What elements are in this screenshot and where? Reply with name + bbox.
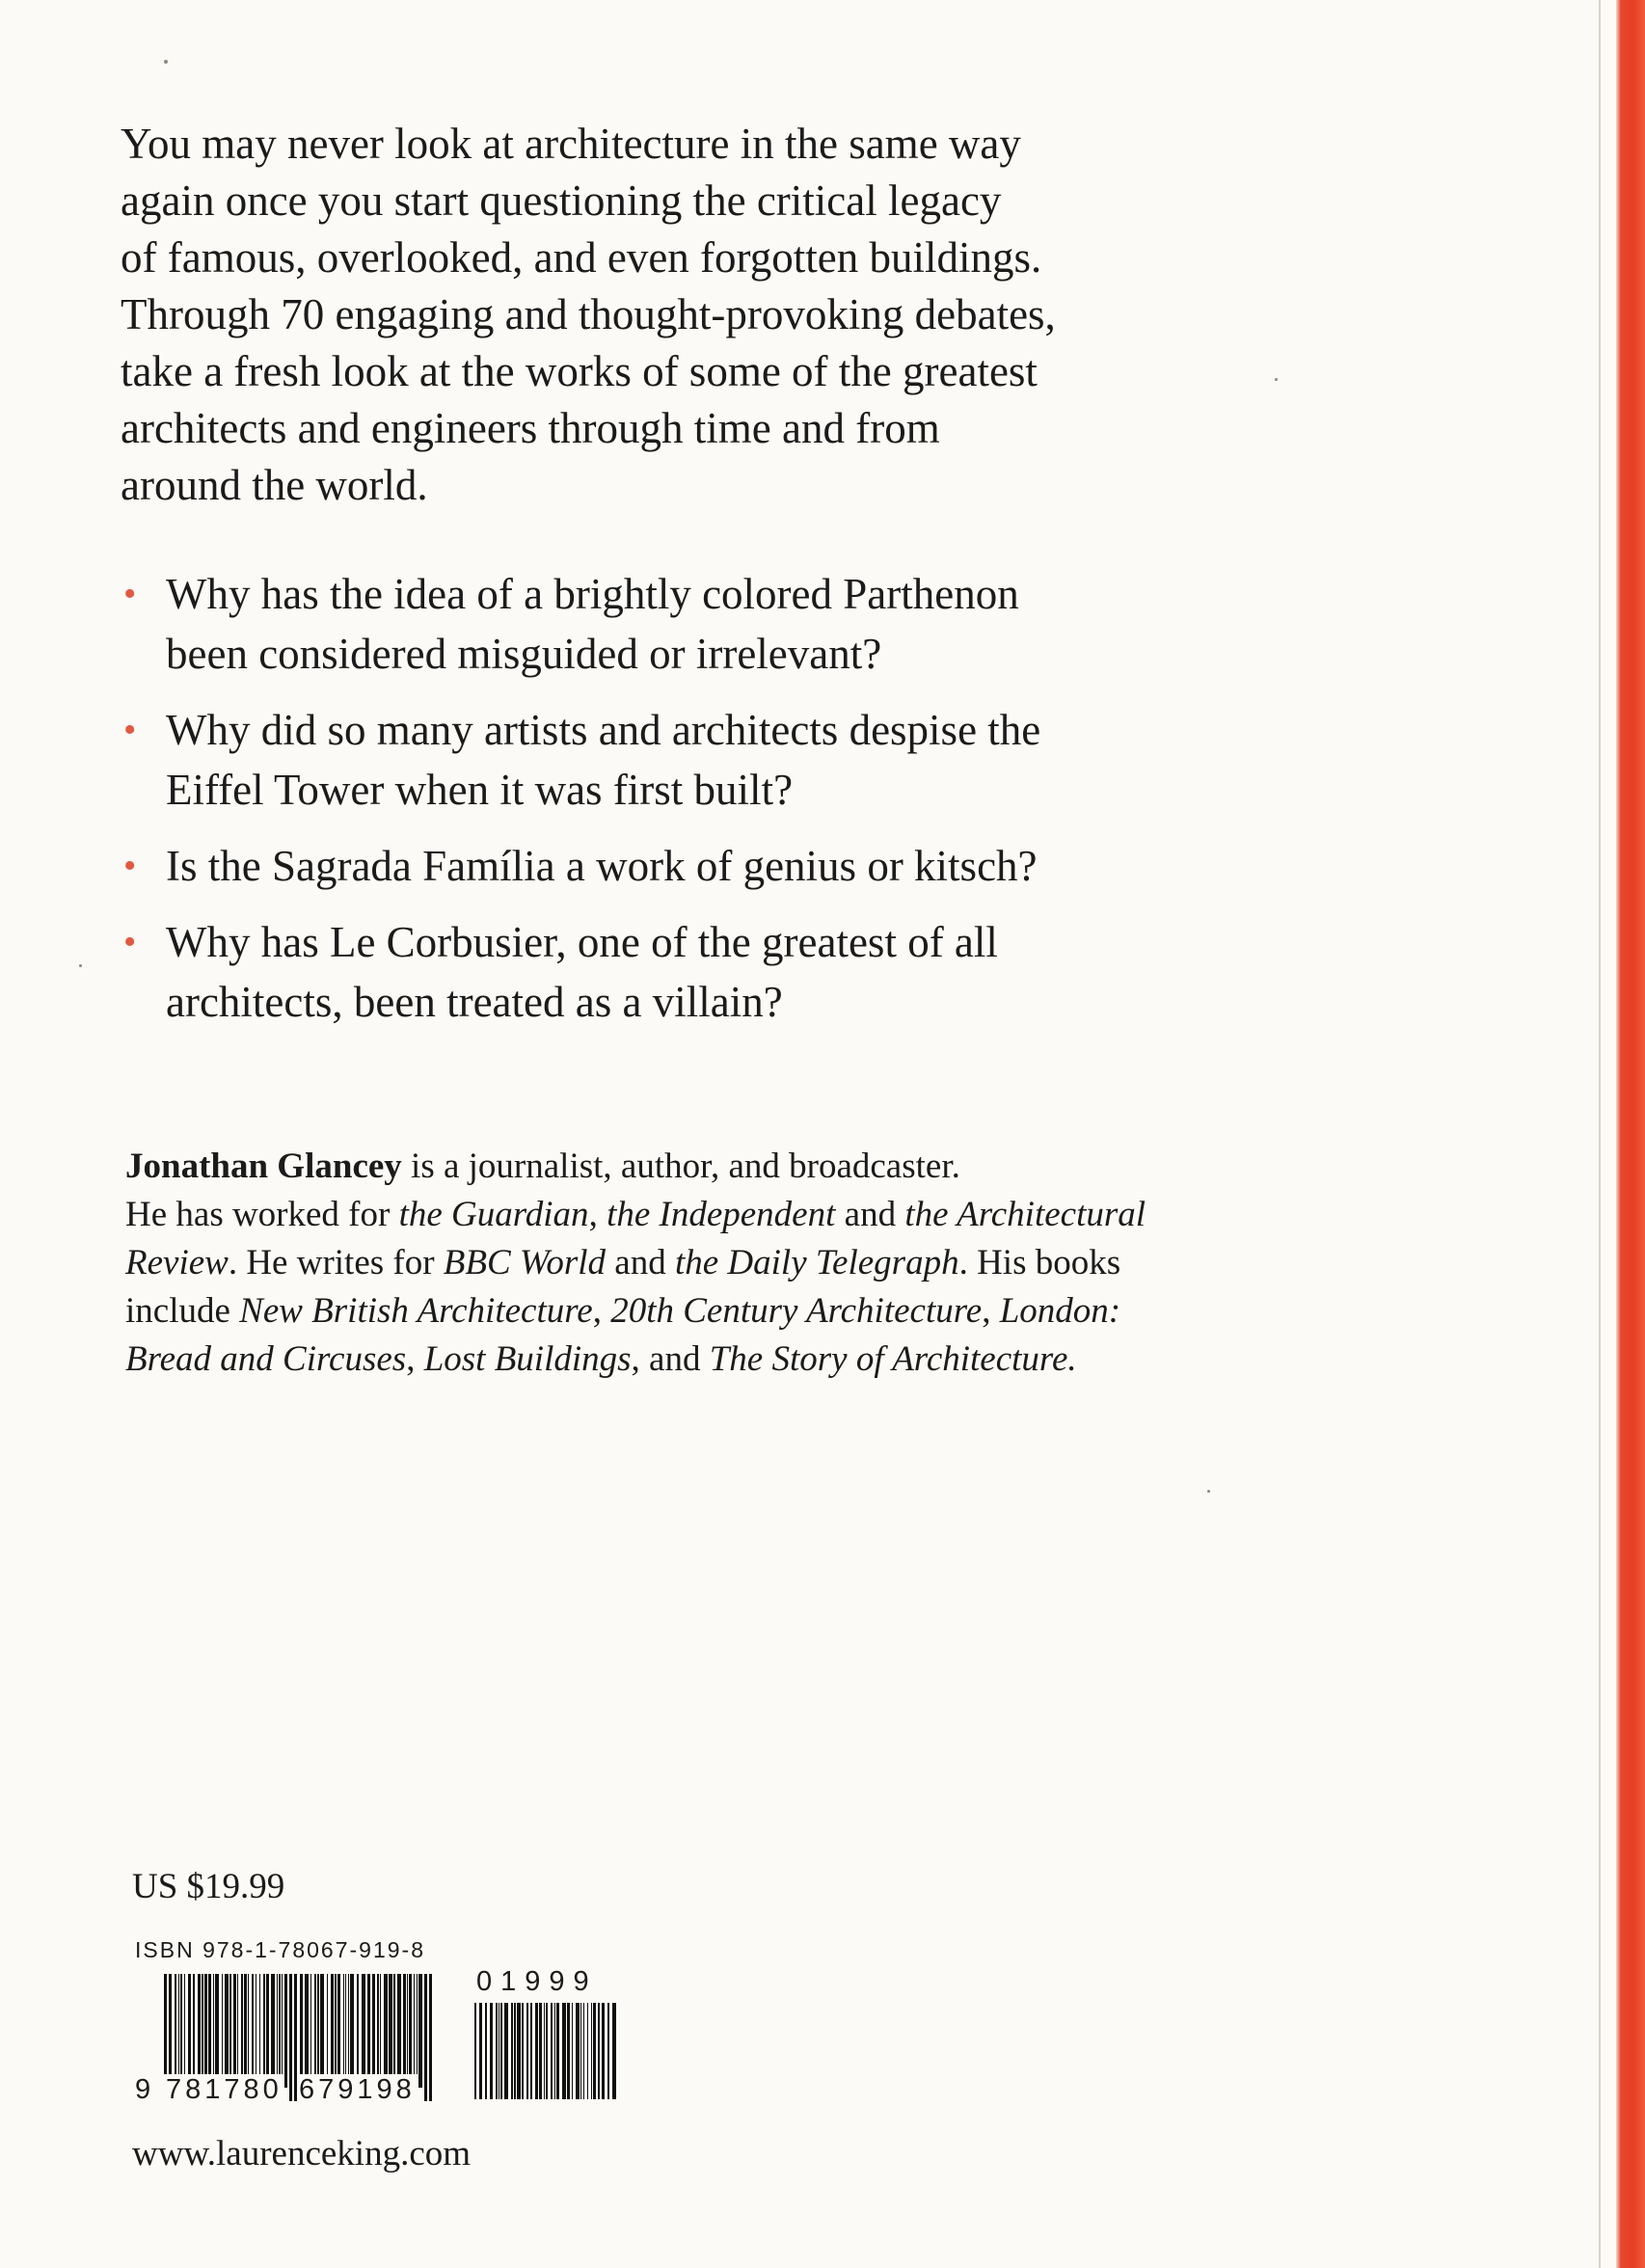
blurb-line: again once you start questioning the critical legacy [121,176,1002,225]
barcode-bar [576,2003,580,2099]
publication-title: BBC World [443,1243,607,1282]
barcode-bar [397,1974,401,2088]
barcode-bar [241,1974,243,2088]
barcode-bar [403,1974,406,2088]
barcode-bar [259,1974,260,2088]
barcode-bar [314,1974,316,2088]
cover-blurb [121,116,1191,514]
bio-text: , [982,1291,1000,1331]
barcode-bar [530,2003,532,2099]
barcode-bar [485,2003,487,2099]
barcode-bar [384,1974,388,2088]
book-title: New British Architecture [239,1291,593,1331]
barcode-bar [380,1974,381,2088]
barcode-bar [337,1974,340,2088]
barcode-bar [271,1974,275,2088]
barcode-addon-digits: 01999 [476,1966,598,1997]
barcode-bar [556,2003,559,2099]
barcode-bar [237,1974,238,2088]
publication-title: the Guardian [398,1195,589,1234]
barcode-guard-bar [289,1974,292,2101]
barcode-guard-bar [429,1974,432,2101]
barcode-bar [252,1974,254,2088]
blurb-line: of famous, overlooked, and even forgotten buildings. [121,233,1042,282]
blurb-line: architects and engineers through time and from [121,404,940,452]
bullet-icon: • [123,574,137,614]
book-title: The Story of Architecture. [709,1339,1077,1379]
bio-text: , [588,1195,607,1234]
barcode-bar [213,1974,214,2088]
barcode-bar [496,2003,498,2099]
barcode-bar [233,1974,236,2088]
barcode-bar [539,2003,542,2099]
blurb-line: You may never look at architecture in the same way [121,120,1021,168]
question-item [121,564,1181,684]
barcode-bar [389,1974,392,2088]
barcode-bar [198,1974,201,2088]
barcode-bar [277,1974,278,2088]
barcode-bar [317,1974,319,2088]
barcode-bar [348,1974,349,2088]
barcode-bar [407,1974,408,2088]
isbn-label: ISBN 978-1-78067-919-8 [135,1937,425,1962]
barcode-bar [175,1974,176,2088]
barcode-bar [335,1974,337,2088]
bio-text: include [125,1291,240,1331]
barcode-bar [504,2003,508,2099]
barcode-bar [414,1974,415,2088]
blurb-line: Through 70 engaging and thought-provoking debates, [121,290,1056,338]
barcode-bar [188,1974,191,2088]
question-line: Is the Sagrada Família a work of genius or kitsch? [166,842,1038,890]
barcode-bar [479,2003,482,2099]
barcode-bar [222,1974,223,2088]
bio-text: He has worked for [125,1195,399,1234]
paper-speck [1207,1490,1210,1493]
question-line: Why has the idea of a brightly colored Parthenon [166,570,1019,618]
barcode-bar [215,1974,219,2088]
barcode-bar [343,1974,344,2088]
paper-speck [164,60,168,64]
question-line: Why has Le Corbusier, one of the greatest of all [166,918,998,966]
barcode-bar [310,1974,311,2088]
barcode-bar [546,2003,548,2099]
barcode-bar [266,1974,269,2088]
book-title: London: [999,1291,1121,1331]
barcode-bar [572,2003,573,2099]
bio-text: . His books [958,1243,1121,1282]
barcode-bar [500,2003,502,2099]
barcode-bar [327,1974,328,2088]
bio-text: and [606,1243,675,1282]
barcode-bar [282,1974,283,2088]
question-item [121,836,1181,896]
publication-title: the Independent [607,1195,836,1234]
barcode-bar [377,1974,379,2088]
publication-title: the Daily Telegraph [674,1243,959,1282]
barcode-bar [593,2003,596,2099]
author-bio [125,1143,1186,1384]
barcode-bar [184,1974,185,2088]
barcode-bar [409,1974,412,2088]
barcode-bar [300,1974,303,2088]
bio-text: , [406,1339,424,1379]
bio-text: , and [631,1339,710,1379]
book-title: Lost Buildings [423,1339,632,1379]
paper-speck [1275,378,1278,381]
barcode-bar [602,2003,605,2099]
barcode-bar [204,1974,207,2088]
bullet-icon: • [123,922,137,962]
barcode-digits-left: 781780 [166,2074,283,2105]
barcode-bar [193,1974,195,2088]
barcode-bar [362,1974,365,2088]
barcode-bar [357,1974,359,2088]
barcode-lead-digit: 9 [135,2074,151,2105]
author-name: Jonathan Glancey [125,1147,402,1186]
barcode-bar [583,2003,584,2099]
barcode-bar [263,1974,265,2088]
barcode-bar [417,1974,418,2088]
barcode-bar [284,1974,287,2088]
barcode-bar [178,1974,179,2088]
barcode-bar [202,1974,203,2088]
barcode-bar [418,1974,422,2088]
publisher-website: www.laurenceking.com [132,2134,472,2174]
book-title: Bread and Circuses [125,1339,407,1379]
barcode-bar [587,2003,588,2099]
publication-title: Review [125,1243,229,1282]
barcode-bar [345,1974,346,2088]
blurb-line: around the world. [121,461,428,509]
bio-text: is a journalist, author, and broadcaster. [401,1147,960,1186]
barcode-bar [372,1974,375,2088]
barcode-bar [474,2003,476,2099]
barcode [135,1966,627,2107]
barcode-bar [598,2003,600,2099]
barcode-bar [320,1974,324,2088]
barcode-bar [567,2003,570,2099]
barcode-bar [591,2003,592,2099]
barcode-bar [612,2003,616,2099]
bullet-icon: • [123,846,137,886]
question-line: Why did so many artists and architects despise the [166,706,1041,754]
barcode-bar [331,1974,334,2088]
barcode-bar [551,2003,553,2099]
barcode-bar [554,2003,555,2099]
spine-fold-line [1599,0,1601,2268]
barcode-bar [490,2003,493,2099]
bio-text: . He writes for [228,1243,444,1282]
bio-text: and [835,1195,905,1234]
barcode-bar [248,1974,249,2088]
question-item [121,912,1181,1032]
barcode-bar [393,1974,395,2088]
barcode-bar [511,2003,513,2099]
barcode-bar [562,2003,566,2099]
barcode-bar [607,2003,609,2099]
question-line: Eiffel Tower when it was first built? [166,766,794,814]
barcode-digits-right: 679198 [299,2074,416,2105]
barcode-bar [535,2003,538,2099]
barcode-bar [526,2003,528,2099]
question-line: architects, been treated as a villain? [166,978,783,1026]
barcode-bar [350,1974,354,2088]
barcode-guard-bar [424,1974,427,2101]
barcode-bar [244,1974,247,2088]
book-title: 20th Century Architecture [610,1291,983,1331]
price-label: US $19.99 [132,1867,285,1906]
barcode-bar [180,1974,182,2088]
barcode-bar [544,2003,545,2099]
barcode-bar [580,2003,581,2099]
barcode-bar [208,1974,211,2088]
red-spine-edge [1616,0,1645,2268]
question-item [121,700,1181,820]
barcode-bar [225,1974,229,2088]
barcode-bar [514,2003,516,2099]
question-line: been considered misguided or irrelevant? [166,630,882,678]
barcode-bar [522,2003,524,2099]
barcode-bar [305,1974,309,2088]
publication-title: the Architectural [904,1195,1146,1234]
bio-text: , [592,1291,611,1331]
question-list [121,564,1181,1048]
paper-speck [79,964,82,967]
barcode-bar [229,1974,231,2088]
bullet-icon: • [123,710,137,750]
barcode-bar [367,1974,370,2088]
barcode-bar [279,1974,281,2088]
barcode-bar [517,2003,521,2099]
blurb-line: take a fresh look at the works of some of the greatest [121,347,1038,395]
